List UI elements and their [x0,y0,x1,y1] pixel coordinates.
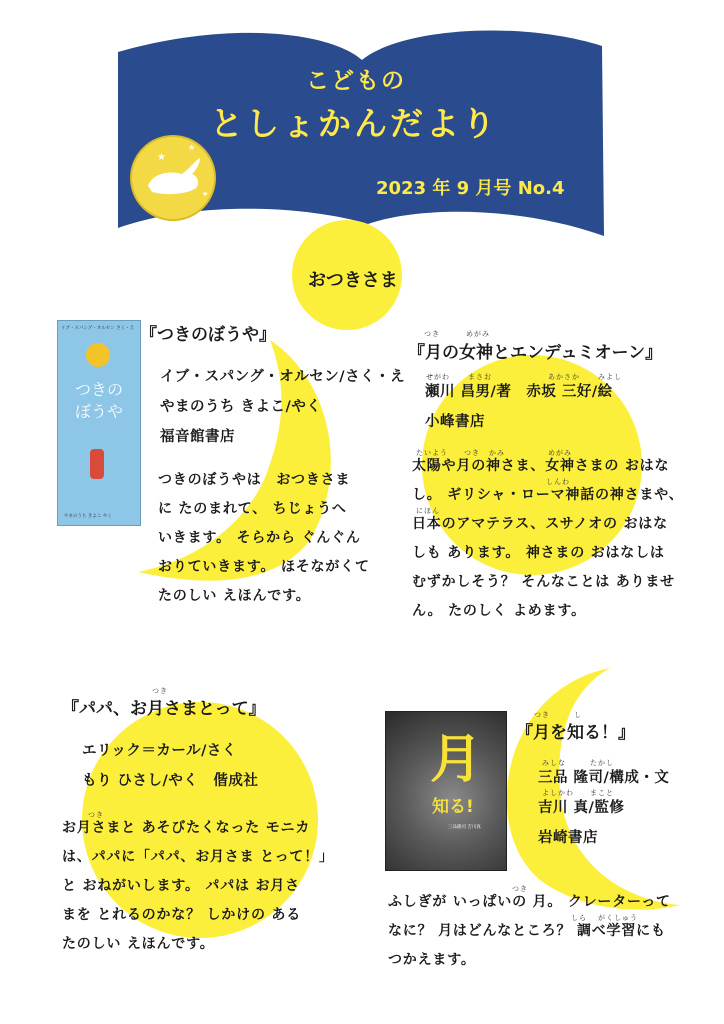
book-cover-tsuki-no-bouya [57,320,141,526]
desc-line: 日本のアマテラス、スサノオの おはな [412,516,668,532]
book-cover-tsuki-wo-shiru [385,711,507,871]
desc-line: と おねがいします。 パパは お月さ [62,878,300,894]
svg-text:★: ★ [202,190,209,198]
desc-ruby: がくしゅう [598,914,638,922]
book-credit-1a: イブ・スパング・オルセン/さく・え [160,369,406,385]
book-credit-4a: 三品 隆司/構成・文 [538,770,670,786]
book-description-1 [158,466,370,611]
desc-ruby: つき [88,811,104,819]
title-ruby: し [574,711,582,719]
book-title-4: 『月を知る！』 [516,723,635,743]
book-title-2: 『月の女神とエンデュミオーン』 [408,343,663,363]
desc-line: まを とれるのかな？ しかけの ある [62,907,302,923]
credit-ruby: まさお [468,373,492,381]
desc-line: しも あります。 神さまの おはなしは [412,545,665,561]
book-credit-4c: 岩崎書店 [538,830,598,846]
cover-boy-icon [90,449,104,479]
desc-line: なに？ 月はどんなところ？ 調べ学習にも [388,923,666,939]
desc-ruby: にほん [416,507,440,515]
title-ruby: つき [152,687,168,695]
section-title: おつきさま [308,270,398,291]
cover-top-text: イブ・スパング・オルセン さく・え [61,326,135,331]
desc-ruby: つき [464,449,480,457]
desc-ruby: たいよう [416,449,448,457]
book-credit-1c: 福音館書店 [160,429,235,445]
book-credit-2b: 小峰書店 [425,414,485,430]
cover-title: 月 [430,730,483,790]
book-description-2 [412,452,684,626]
desc-line: いきます。 そらから ぐんぐん [158,530,361,546]
svg-text:★: ★ [157,152,166,163]
svg-text:★: ★ [188,143,196,152]
cover-bottom-text: 三品隆司 吉川真 [448,825,481,830]
cover-subtitle: 知る! [432,797,474,817]
desc-line: むずかしそう？ そんなことは ありませ [412,574,675,590]
cover-moon-icon [86,343,110,367]
desc-ruby: つき [512,885,528,893]
desc-line: つかえます。 [388,952,476,968]
book-title-3: 『パパ、お月さまとって』 [62,699,266,719]
desc-ruby: かみ [489,449,505,457]
desc-line: つきのぼうやは おつきさま [158,472,351,488]
book-credit-4b: 吉川 真/監修 [538,800,625,816]
credit-ruby: あかさか [548,373,580,381]
desc-line: たのしい えほんです。 [62,936,215,952]
desc-line: ん。 たのしく よめます。 [412,603,586,619]
credit-ruby: みしな [542,759,566,767]
desc-line: お月さまと あそびたくなった モニカ [62,820,311,836]
desc-line: 太陽や月の神さま、女神さまの おはな [412,458,670,474]
desc-ruby: しら [571,914,587,922]
credit-ruby: たかし [590,759,614,767]
credit-ruby: みよし [598,373,622,381]
book-credit-3b: もり ひさし/やく 偕成社 [82,773,259,789]
issue-number: 2023 年 9 月号 No.4 [376,178,565,199]
book-title-1: 『つきのぼうや』 [140,325,276,345]
desc-line: たのしい えほんです。 [158,588,311,604]
title-ruby: めがみ [466,330,490,338]
desc-ruby: しんわ [546,478,570,486]
header-title-large: としょかんだより [210,104,498,143]
title-ruby: つき [424,330,440,338]
desc-line: おりていきます。 ほそながくて [158,559,370,575]
title-ruby: つき [534,711,550,719]
cover-title: つきの ぼうや [74,380,123,421]
desc-line: は、パパに「パパ、お月さま とって！」 [62,849,334,865]
desc-ruby: めがみ [548,449,572,457]
cover-bottom-text: やまのうち きよこ やく [64,514,112,519]
credit-ruby: よしかわ [542,789,574,797]
book-description-4 [388,888,671,975]
book-credit-2a: 瀬川 昌男/著 赤坂 三好/絵 [425,384,613,400]
book-description-3 [62,814,334,959]
desc-line: ふしぎが いっぱいの 月。 クレーターって [388,894,671,910]
desc-line: に たのまれて、 ちじょうへ [158,501,347,517]
desc-line: し。 ギリシャ・ローマ神話の神さまや、 [412,487,684,503]
book-credit-1b: やまのうち きよこ/やく [160,399,322,415]
book-credit-3a: エリック＝カール/さく [82,743,237,759]
credit-ruby: せがわ [426,373,450,381]
credit-ruby: まこと [590,789,614,797]
header-title-small: こどもの [306,68,406,94]
